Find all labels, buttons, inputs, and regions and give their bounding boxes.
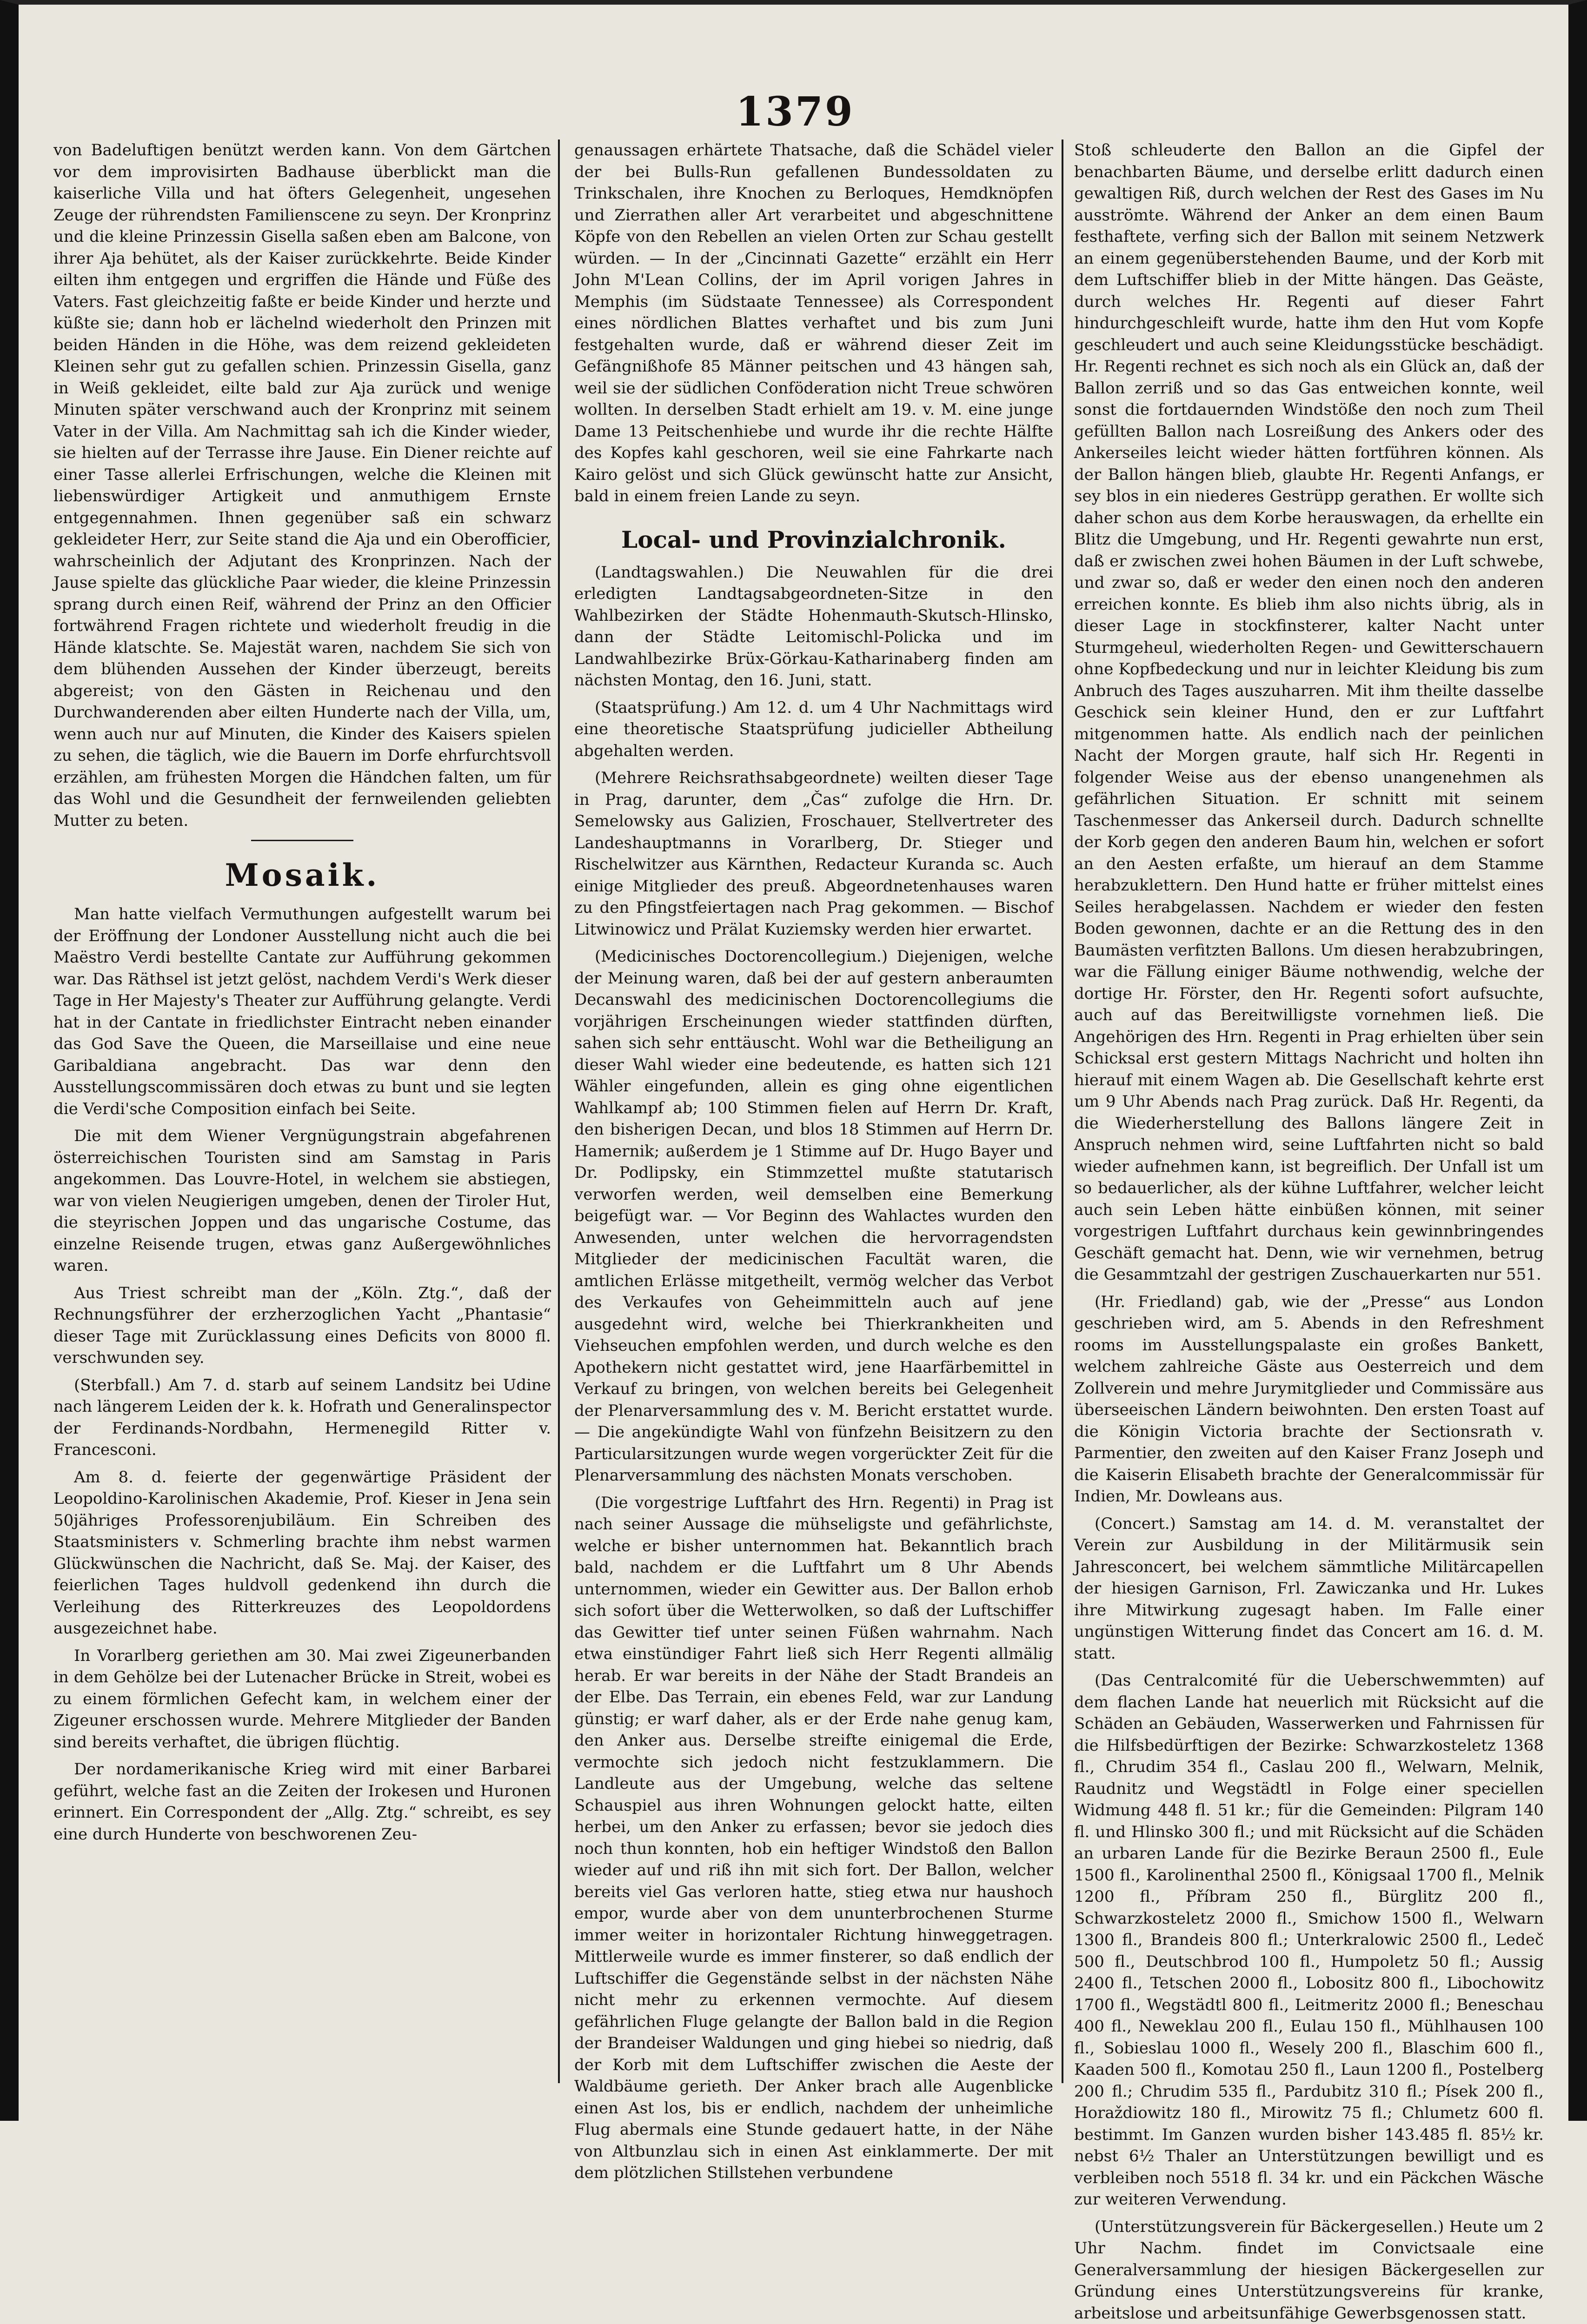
section-heading-local-chronicle: Local- und Provinzialchronik.	[574, 526, 1053, 553]
page-number: 1379	[725, 88, 865, 135]
article-paragraph: Aus Triest schreibt man der „Köln. Ztg.“, daß der Rechnungsführer der erzherzoglichen Yacht „Phantasie“ dieser Tage mit Zurücklassung eines Deficits von 8000 fl. verschwunden sey.	[53, 1282, 551, 1369]
article-paragraph: (Staatsprüfung.) Am 12. d. um 4 Uhr Nachmittags wird eine theoretische Staatsprüfung judicieller Abtheilung abgehalten werden.	[574, 697, 1053, 762]
article-paragraph: (Concert.) Samstag am 14. d. M. veranstaltet der Verein zur Ausbildung in der Militärmusik sein Jahresconcert, bei welchem sämmtliche Militärcapellen der hiesigen Garnison, Frl. Zawiczanka und Hr. Lukes ihre Mitwirkung zugesagt haben. Im Falle einer ungünstigen Witterung findet das Concert am 16. d. M. statt.	[1074, 1513, 1544, 1665]
column-rule-left	[558, 139, 560, 2083]
article-paragraph: (Hr. Friedland) gab, wie der „Presse“ aus London geschrieben wird, am 5. Abends in den Refreshment rooms im Ausstellungspalaste ein großes Bankett, welchem zahlreiche Gäste aus Oesterreich und dem Zollverein und mehre Jurymitglieder und Commissäre aus überseeischen Ländern beiwohnten. Den ersten Toast auf die Königin Victoria brachte der Sectionsrath v. Parmentier, den zweiten auf den Kaiser Franz Joseph und die Kaiserin Elisabeth brachte der Generalcommissär für Indien, Mr. Dowleans aus.	[1074, 1291, 1544, 1507]
column-middle	[574, 139, 1053, 2083]
section-divider	[251, 840, 353, 841]
article-paragraph: genaussagen erhärtete Thatsache, daß die Schädel vieler der bei Bulls-Run gefallenen Bundessoldaten zu Trinkschalen, ihre Knochen zu Berloques, Hemdknöpfen und Zierrathen aller Art verarbeitet und abgeschnittene Köpfe von den Rebellen an vielen Orten zur Schau gestellt würden. — In der „Cincinnati Gazette“ erzählt ein Herr John M'Lean Collins, der im April vorigen Jahres in Memphis (im Südstaate Tennessee) als Correspondent eines nördlichen Blattes verhaftet und bis zum Juni festgehalten wurde, daß er während dieser Zeit im Gefängnißhofe 85 Männer peitschen und 43 hängen sah, weil sie der südlichen Conföderation nicht Treue schwören wollten. In derselben Stadt erhielt am 19. v. M. eine junge Dame 13 Peitschenhiebe und wurde ihr die rechte Hälfte des Kopfes kahl geschoren, weil sie eine Fahrkarte nach Kairo gelöst und sich Glück gewünscht hatte zur Ansicht, bald in einem freien Lande zu seyn.	[574, 139, 1053, 507]
column-right	[1074, 139, 1544, 2083]
article-paragraph: (Mehrere Reichsrathsabgeordnete) weilten dieser Tage in Prag, darunter, dem „Čas“ zufolge die Hrn. Dr. Semelowsky aus Galizien, Froschauer, Stellvertreter des Landeshauptmanns in Vorarlberg, Dr. Stieger und Rischelwitzer aus Kärnthen, Redacteur Kuranda sc. Auch einige Mitglieder des preuß. Abgeordnetenhauses waren zu den Pfingstfeiertagen nach Prag gekommen. — Bischof Litwinowicz und Prälat Kuziemsky werden hier erwartet.	[574, 767, 1053, 940]
article-paragraph: (Das Centralcomité für die Ueberschwemmten) auf dem flachen Lande hat neuerlich mit Rücksicht auf die Schäden an Gebäuden, Wasserwerken und Fahrnissen für die Hilfsbedürftigen der Bezirke: Schwarzkosteletz 1368 fl., Chrudim 354 fl., Caslau 200 fl., Welwarn, Melnik, Raudnitz und Wegstädtl in Folge einer speciellen Widmung 448 fl. 51 kr.; für die Gemeinden: Pilgram 140 fl. und Hlinsko 300 fl.; und mit Rücksicht auf die Schäden an urbaren Lande für die Bezirke Beraun 2500 fl., Eule 1500 fl., Karolinenthal 2500 fl., Königsaal 1700 fl., Melnik 1200 fl., Příbram 250 fl., Bürglitz 200 fl., Schwarzkosteletz 2000 fl., Smichow 1500 fl., Welwarn 1300 fl., Brandeis 800 fl.; Unterkralowic 2500 fl., Ledeč 500 fl., Deutschbrod 100 fl., Humpoletz 50 fl.; Aussig 2400 fl., Tetschen 2000 fl., Lobositz 800 fl., Libochowitz 1700 fl., Wegstädtl 800 fl., Leitmeritz 2000 fl.; Beneschau 400 fl., Neweklau 200 fl., Eulau 150 fl., Mühlhausen 100 fl., Sobieslau 1000 fl., Wesely 200 fl., Blaschim 600 fl., Kaaden 500 fl., Komotau 250 fl., Laun 1200 fl., Postelberg 200 fl.; Chrudim 535 fl., Pardubitz 310 fl.; Písek 200 fl., Horaždiowitz 180 fl., Mirowitz 75 fl.; Chlumetz 600 fl. bestimmt. Im Ganzen wurden bisher 143.485 fl. 85½ kr. nebst 6½ Thaler an Unterstützungen bewilligt und es verbleiben noch 5518 fl. 34 kr. und ein Päckchen Wäsche zur weiteren Verwendung.	[1074, 1670, 1544, 2211]
column-rule-right	[1062, 139, 1063, 2083]
section-heading-mosaik: Mosaik.	[53, 857, 551, 893]
article-paragraph: (Sterbfall.) Am 7. d. starb auf seinem Landsitz bei Udine nach längerem Leiden der k. k. Hofrath und Generalinspector der Ferdinands-Nordbahn, Hermenegild Ritter v. Francesconi.	[53, 1374, 551, 1461]
article-paragraph: Man hatte vielfach Vermuthungen aufgestellt warum bei der Eröffnung der Londoner Ausstellung nicht auch die bei Maëstro Verdi bestellte Cantate zur Aufführung gekommen war. Das Räthsel ist jetzt gelöst, nachdem Verdi's Werk dieser Tage in Her Majesty's Theater zur Aufführung gelangte. Verdi hat in der Cantate in friedlichster Eintracht neben einander das God Save the Queen, die Marseillaise und eine neue Garibaldiana angebracht. Das war denn den Ausstellungscommissären doch etwas zu bunt und sie legten die Verdi'sche Composition einfach bei Seite.	[53, 903, 551, 1120]
article-paragraph: (Landtagswahlen.) Die Neuwahlen für die drei erledigten Landtagsabgeordneten-Sitze in den Wahlbezirken der Städte Hohenmauth-Skutsch-Hlinsko, dann der Städte Leitomischl-Policka und im Landwahlbezirke Brüx-Görkau-Katharinaberg finden am nächsten Montag, den 16. Juni, statt.	[574, 562, 1053, 691]
article-paragraph: Der nordamerikanische Krieg wird mit einer Barbarei geführt, welche fast an die Zeiten der Irokesen und Huronen erinnert. Ein Correspondent der „Allg. Ztg.“ schreibt, es sey eine durch Hunderte von beschworenen Zeu-	[53, 1759, 551, 1845]
article-paragraph: In Vorarlberg geriethen am 30. Mai zwei Zigeunerbanden in dem Gehölze bei der Lutenacher Brücke in Streit, wobei es zu einem förmlichen Gefecht kam, in welchem einer der Zigeuner erschossen wurde. Mehrere Mitglieder der Banden sind bereits verhaftet, die übrigen flüchtig.	[53, 1645, 551, 1753]
article-paragraph: Die mit dem Wiener Vergnügungstrain abgefahrenen österreichischen Touristen sind am Samstag in Paris angekommen. Das Louvre-Hotel, in welchem sie abstiegen, war von vielen Neugierigen umgeben, denen der Tiroler Hut, die steyrischen Joppen und das ungarische Costume, das einzelne Reisende trugen, etwas ganz Außergewöhnliches waren.	[53, 1125, 551, 1277]
article-paragraph: (Unterstützungsverein für Bäckergesellen.) Heute um 2 Uhr Nachm. findet im Convictsaale eine Generalversammlung der hiesigen Bäckergesellen zur Gründung eines Unterstützungsvereins für kranke, arbeitslose und arbeitsunfähige Gewerbsgenossen statt.	[1074, 2216, 1544, 2324]
article-paragraph: (Die vorgestrige Luftfahrt des Hrn. Regenti) in Prag ist nach seiner Aussage die mühseligste und gefährlichste, welche er bisher unternommen hat. Bekanntlich brach bald, nachdem er die Luftfahrt um 8 Uhr Abends unternommen, wieder ein Gewitter aus. Der Ballon erhob sich sofort über die Wetterwolken, so daß der Luftschiffer das Gewitter tief unter seinen Füßen wahrnahm. Nach etwa einstündiger Fahrt ließ sich Herr Regenti allmälig herab. Er war bereits in der Nähe der Stadt Brandeis an der Elbe. Das Terrain, ein ebenes Feld, war zur Landung günstig; er warf daher, als er der Erde nahe genug kam, den Anker aus. Derselbe streifte einigemal die Erde, vermochte sich jedoch nicht festzuklammern. Die Landleute aus der Umgebung, welche das seltene Schauspiel aus ihren Wohnungen gelockt hatte, eilten herbei, um den Anker zu erfassen; bevor sie jedoch dies noch thun konnten, hob ein heftiger Windstoß den Ballon wieder auf und riß ihn mit sich fort. Der Ballon, welcher bereits viel Gas verloren hatte, stieg etwa nur haushoch empor, wurde aber von dem ununterbrochenen Sturme immer weiter in horizontaler Richtung hinweggetragen. Mittlerweile wurde es immer finsterer, so daß endlich der Luftschiffer die Gegenstände selbst in der nächsten Nähe nicht mehr zu erkennen vermochte. Auf diesem gefährlichen Fluge gelangte der Ballon bald in die Region der Brandeiser Waldungen und ging hiebei so niedrig, daß der Korb mit dem Luftschiffer zwischen die Aeste der Waldbäume gerieth. Der Anker brach alle Augenblicke einen Ast los, bis er endlich, nachdem der unheimliche Flug abermals eine Stunde gedauert hatte, in der Nähe von Altbunzlau sich in einen Ast einklammerte. Der mit dem plötzlichen Stillstehen verbundene	[574, 1492, 1053, 2184]
article-paragraph: Stoß schleuderte den Ballon an die Gipfel der benachbarten Bäume, und derselbe erlitt dadurch einen gewaltigen Riß, durch welchen der Rest des Gases im Nu ausströmte. Während der Anker an dem einen Baum festhaftete, verfing sich der Ballon mit seinem Netzwerk an einem gegenüberstehenden Baume, und der Korb mit dem Luftschiffer blieb in der Mitte hängen. Das Geäste, durch welches Hr. Regenti auf dieser Fahrt hindurchgeschleift wurde, hatte ihm den Hut vom Kopfe geschleudert und auch seine Kleidungsstücke beschädigt. Hr. Regenti rechnet es sich noch als ein Glück an, daß der Ballon zerriß und so das Gas entweichen konnte, weil sonst die fortdauernden Windstöße den noch zum Theil gefüllten Ballon nach Losreißung des Ankers oder des Ankerseiles leicht wieder hätten fortführen können. Als der Ballon hängen blieb, glaubte Hr. Regenti Anfangs, er sey blos in ein niederes Gestrüpp gerathen. Er wollte sich daher schon aus dem Korbe herauswagen, da erhellte ein Blitz die Umgebung, und Hr. Regenti gewahrte nun erst, daß er zwischen zwei hohen Bäumen in der Luft schwebe, und zwar so, daß er weder den einen noch den anderen erreichen konnte. Es blieb ihm also nichts übrig, als in dieser Lage in stockfinsterer, kalter Nacht unter Sturmgeheul, wiederholten Regen- und Gewitterschauern ohne Kopfbedeckung und nur in leichter Kleidung bis zum Anbruch des Tages auszuharren. Mit ihm theilte dasselbe Geschick sein kleiner Hund, den er zur Luftfahrt mitgenommen hatte. Als endlich nach der peinlichen Nacht der Morgen graute, half sich Hr. Regenti in folgender Weise aus der ebenso unangenehmen als gefährlichen Situation. Er schnitt mit seinem Taschenmesser das Ankerseil durch. Dadurch schnellte der Korb gegen den anderen Baum hin, welchen er sofort an den Aesten erfaßte, um hierauf an dem Stamme herabzuklettern. Den Hund hatte er früher mittelst eines Seiles herabgelassen. Nachdem er wieder den festen Boden gewonnen, dachte er an die Rettung des in den Baumästen verfitzten Ballons. Um diesen herabzubringen, war die Fällung einiger Bäume nothwendig, welche der dortige Hr. Förster, den Hr. Regenti sofort aufsuchte, auch auf das Bereitwilligste vornehmen ließ. Die Angehörigen des Hrn. Regenti in Prag erhielten über sein Schicksal erst gestern Mittags Nachricht und holten ihn hierauf mit einem Wagen ab. Die Gesellschaft kehrte erst um 9 Uhr Abends nach Prag zurück. Daß Hr. Regenti, da die Wiederherstellung des Ballons längere Zeit in Anspruch nehmen wird, seine Luftfahrten nicht so bald wieder aufnehmen kann, ist begreiflich. Der Unfall ist um so bedauerlicher, als der kühne Luftfahrer, welcher leicht auch sein Leben hätte einbüßen können, mit seiner vorgestrigen Luftfahrt durchaus kein gewinnbringendes Geschäft gemacht hat. Denn, wie wir vernehmen, betrug die Gesammtzahl der gestrigen Zuschauerkarten nur 551.	[1074, 139, 1544, 1286]
article-paragraph: von Badeluftigen benützt werden kann. Von dem Gärtchen vor dem improvisirten Badhause überblickt man die kaiserliche Villa und hat öfters Gelegenheit, ungesehen Zeuge der rührendsten Familienscene zu seyn. Der Kronprinz und die kleine Prinzessin Gisella saßen eben am Balcone, von ihrer Aja behütet, als der Kaiser zurückkehrte. Beide Kinder eilten ihm entgegen und ergriffen die Hände und Füße des Vaters. Fast gleichzeitig faßte er beide Kinder und herzte und küßte sie; dann hob er lächelnd wiederholt den Prinzen mit beiden Händen in die Höhe, was dem reizend gekleideten Kleinen sehr gut zu gefallen schien. Prinzessin Gisella, ganz in Weiß gekleidet, eilte bald zur Aja zurück und wenige Minuten später verschwand auch der Kronprinz mit seinem Vater in der Villa. Am Nachmittag sah ich die Kinder wieder, sie hielten auf der Terrasse ihre Jause. Ein Diener reichte auf einer Tasse allerlei Erfrischungen, welche die Kleinen mit liebenswürdiger Artigkeit und anmuthigem Ernste entgegennahmen. Ihnen gegenüber saß ein schwarz gekleideter Herr, zur Seite stand die Aja und ein Oberofficier, wahrscheinlich der Adjutant des Kronprinzen. Nach der Jause spielte das glückliche Paar wieder, die kleine Prinzessin sprang durch einen Reif, während der Prinz an den Officier fortwährend Fragen richtete und wiederholt freudig in die Hände klatschte. Se. Majestät waren, nachdem Sie sich von dem blühenden Aussehen der Kinder überzeugt, bereits abgereist; von den Gästen in Reichenau und den Durchwanderenden aber eilten Hunderte nach der Villa, um, wenn auch nur auf Minuten, die Kinder des Kaisers spielen zu sehen, die täglich, wie die Bauern im Dorfe ehrfurchtsvoll erzählen, am frühesten Morgen die Händchen falten, um für das Wohl und die Gesundheit der fernweilenden geliebten Mutter zu beten.	[53, 139, 551, 831]
article-paragraph: (Medicinisches Doctorencollegium.) Diejenigen, welche der Meinung waren, daß bei der auf gestern anberaumten Decanswahl des medicinischen Doctorencollegiums die vorjährigen Erscheinungen wieder stattfinden dürften, sahen sich sehr enttäuscht. Wohl war die Betheiligung an dieser Wahl wieder eine bedeutende, es hatten sich 121 Wähler eingefunden, allein es ging ohne eigentlichen Wahlkampf ab; 100 Stimmen fielen auf Herrn Dr. Kraft, den bisherigen Decan, und blos 18 Stimmen auf Herrn Dr. Hamernik; außerdem je 1 Stimme auf Dr. Hugo Bayer und Dr. Podlipsky, ein Stimmzettel mußte statutarisch verworfen werden, weil demselben eine Bemerkung beigefügt war. — Vor Beginn des Wahlactes wurden den Anwesenden, unter welchen die hervorragendsten Mitglieder der medicinischen Facultät waren, die amtlichen Erlässe mitgetheilt, vermög welcher das Verbot des Verkaufes von Geheimmitteln auch auf jene ausgedehnt wird, welche bei Thierkrankheiten und Viehseuchen empfohlen werden, und durch welche es den Apothekern nicht gestattet wird, jene Haarfärbemittel in Verkauf zu bringen, von welchen bereits bei Gelegenheit der Plenarversammlung des v. M. Bericht erstattet wurde. — Die angekündigte Wahl von fünfzehn Beisitzern zu den Particularsitzungen wurde wegen vorgerückter Zeit für die Plenarversammlung des nächsten Monats verschoben.	[574, 946, 1053, 1487]
article-paragraph: Am 8. d. feierte der gegenwärtige Präsident der Leopoldino-Karolinischen Akademie, Prof. Kieser in Jena sein 50jähriges Professorenjubiläum. Ein Schreiben des Staatsministers v. Schmerling brachte ihm nebst warmen Glückwünschen die Nachricht, daß Se. Maj. der Kaiser, des feierlichen Tages huldvoll gedenkend ihn durch die Verleihung des Ritterkreuzes des Leopoldordens ausgezeichnet habe.	[53, 1467, 551, 1640]
column-left	[53, 139, 551, 2083]
